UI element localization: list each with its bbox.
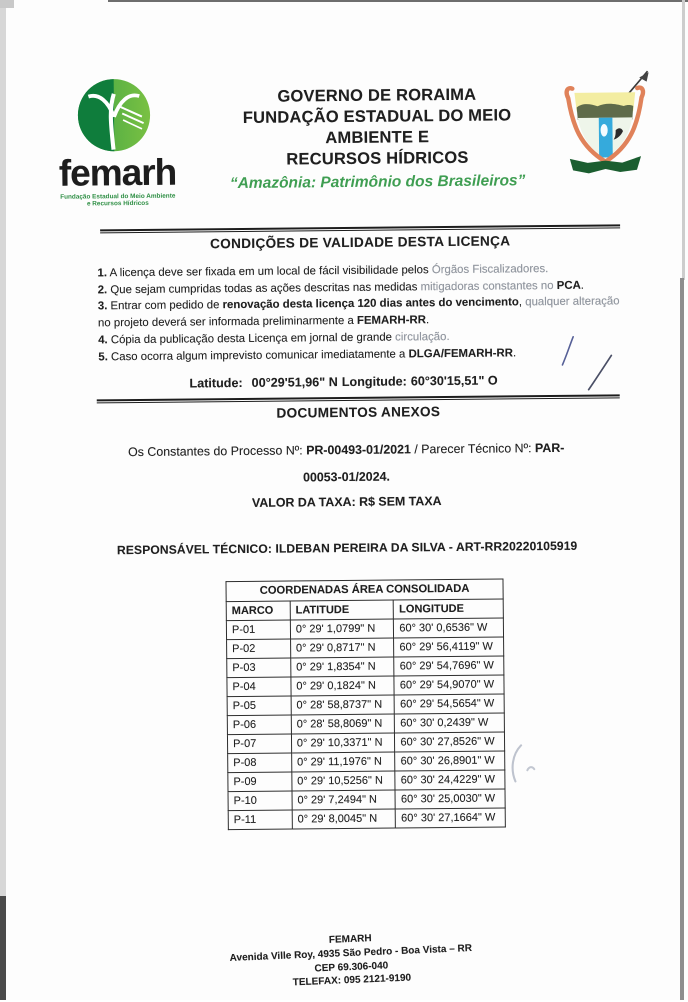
coordinates-table-body bbox=[226, 618, 505, 830]
latitude-cell: 0° 29' 10,5256" N bbox=[292, 771, 396, 791]
text-segment: Caso ocorra algum imprevisto comunicar imediatamente a bbox=[107, 348, 409, 364]
column-header-longitude: LONGITUDE bbox=[394, 599, 504, 619]
text-segment: / Parecer Técnico Nº: bbox=[410, 440, 536, 456]
marco-cell: P-11 bbox=[228, 810, 292, 830]
scan-edge-left-dark-mark bbox=[0, 896, 6, 1000]
marco-cell: P-02 bbox=[227, 639, 291, 659]
text-segment: mitigadoras constantes no bbox=[420, 279, 557, 293]
text-segment: . bbox=[512, 347, 517, 360]
double-rule-divider bbox=[97, 394, 620, 403]
fee-line: VALOR DA TAXA: R$ SEM TAXA bbox=[251, 493, 442, 510]
marco-cell: P-06 bbox=[227, 715, 291, 735]
motto-text: “Amazônia: Patrimônio dos Brasileiros” bbox=[229, 172, 526, 193]
column-header-latitude: LATITUDE bbox=[290, 600, 394, 620]
text-segment: DLGA/FEMARH-RR bbox=[408, 347, 513, 361]
column-header-marco: MARCO bbox=[226, 601, 290, 621]
text-segment: circulação. bbox=[395, 330, 450, 344]
coat-of-arms-block bbox=[557, 69, 662, 204]
footer-telefax: TELEFAX: 095 2121-9190 bbox=[292, 973, 412, 989]
longitude-cell: 60° 29' 54,5654" W bbox=[394, 694, 504, 714]
scan-edge-right-dark bbox=[680, 278, 684, 1000]
text-segment: PCA bbox=[556, 279, 581, 292]
text-segment: , bbox=[518, 296, 526, 309]
latitude-cell: 0° 28' 58,8737" N bbox=[291, 695, 395, 715]
org-title-block bbox=[197, 70, 558, 207]
text-segment: FEMARH-RR bbox=[356, 314, 426, 328]
femarh-tagline-line1: Fundação Estadual do Meio Ambiente bbox=[60, 192, 176, 201]
conditions-section-header bbox=[100, 224, 620, 252]
femarh-tagline bbox=[38, 192, 198, 208]
footer-cep: CEP 69.306-040 bbox=[314, 960, 389, 975]
text-segment: Entrar com pedido de bbox=[107, 299, 223, 313]
longitude-cell: 60° 30' 27,8526" W bbox=[395, 732, 505, 752]
text-segment: Que sejam cumpridas todas as ações descritas nas medidas bbox=[107, 280, 421, 296]
text-segment: . bbox=[425, 314, 430, 327]
conditions-section-title: CONDIÇÕES DE VALIDADE DESTA LICENÇA bbox=[210, 233, 511, 252]
femarh-logo-icon bbox=[73, 74, 156, 157]
longitude-value: 60°30'15,51" O bbox=[410, 373, 498, 388]
latitude-cell: 0° 29' 1,8354" N bbox=[291, 657, 395, 677]
femarh-tagline-line2: e Recursos Hídricos bbox=[86, 200, 149, 208]
org-title-line2: FUNDAÇÃO ESTADUAL DO MEIO AMBIENTE E bbox=[242, 106, 512, 148]
text-segment: Cópia da publicação desta Licença em jornal de grande bbox=[107, 331, 396, 347]
femarh-wordmark: femarh bbox=[58, 151, 177, 194]
longitude-cell: 60° 30' 0,2439" W bbox=[395, 713, 505, 733]
latitude-cell: 0° 29' 10,3371" N bbox=[291, 733, 395, 753]
table-title-row bbox=[226, 579, 503, 602]
latitude-cell: 0° 29' 0,8717" N bbox=[290, 638, 394, 658]
org-title-line1: GOVERNO DE RORAIMA bbox=[277, 85, 477, 106]
process-reference-lines bbox=[2, 433, 688, 494]
org-title-line3: RECURSOS HÍDRICOS bbox=[286, 148, 469, 169]
scan-edge-left bbox=[0, 0, 6, 1000]
longitude-cell: 60° 30' 24,4229" W bbox=[395, 770, 505, 790]
coordinates-table-head bbox=[226, 579, 503, 621]
latitude-label: Latitude: bbox=[189, 375, 243, 391]
longitude-cell: 60° 30' 0,6536" W bbox=[394, 618, 504, 638]
conditions-list bbox=[97, 260, 688, 366]
text-segment: PAR- bbox=[534, 440, 565, 455]
marco-cell: P-09 bbox=[228, 772, 292, 792]
marco-cell: P-10 bbox=[228, 791, 292, 811]
document-header bbox=[37, 69, 662, 209]
double-rule-divider bbox=[100, 224, 620, 233]
marco-cell: P-03 bbox=[227, 658, 291, 678]
pen-mark-icon bbox=[585, 352, 615, 392]
marco-cell: P-01 bbox=[226, 620, 290, 640]
text-segment: PR-00493-01/2021 bbox=[306, 441, 411, 457]
roraima-coat-of-arms-icon bbox=[557, 69, 654, 180]
scan-corner-mark bbox=[0, 0, 14, 8]
footer-address: Avenida Ville Roy, 4935 São Pedro - Boa Vista – RR bbox=[229, 942, 473, 964]
marco-cell: P-08 bbox=[228, 753, 292, 773]
longitude-cell: 60° 29' 54,9070" W bbox=[394, 675, 504, 695]
text-segment: renovação desta licença 120 dias antes do vencimento bbox=[222, 296, 519, 312]
latitude-cell: 0° 29' 1,0799" N bbox=[290, 619, 394, 639]
marco-cell: P-07 bbox=[227, 734, 291, 754]
text-segment: 4. bbox=[98, 334, 108, 347]
coordinates-table bbox=[225, 578, 505, 830]
text-segment: Órgãos Fiscalizadores. bbox=[431, 262, 549, 276]
scan-edge-top-line bbox=[108, 0, 688, 2]
table-title: COORDENADAS ÁREA CONSOLIDADA bbox=[226, 579, 503, 602]
longitude-cell: 60° 29' 56,4119" W bbox=[394, 637, 504, 657]
longitude-cell: 60° 30' 25,0030" W bbox=[395, 789, 505, 809]
condition-item bbox=[98, 293, 688, 332]
text-segment: . bbox=[580, 279, 585, 292]
scan-edge-right-light bbox=[682, 0, 685, 280]
text-segment: A licença deve ser fixada em um local de fácil visibilidade pelos bbox=[106, 263, 432, 280]
text-segment: Os Constantes do Processo Nº: bbox=[128, 442, 307, 459]
text-segment: 00053-01/2024. bbox=[303, 469, 390, 484]
marco-cell: P-05 bbox=[227, 696, 291, 716]
text-segment: 1. bbox=[97, 267, 108, 280]
text-segment: 5. bbox=[98, 351, 108, 364]
longitude-cell: 60° 30' 26,8901" W bbox=[395, 751, 505, 771]
text-segment: no projeto deverá ser informada preliminarmente a bbox=[97, 315, 358, 330]
documents-section-header bbox=[97, 394, 620, 422]
latitude-cell: 0° 29' 7,2494" N bbox=[292, 790, 396, 810]
text-segment: 2. bbox=[97, 283, 108, 296]
latitude-cell: 0° 28' 58,8069" N bbox=[291, 714, 395, 734]
longitude-cell: 60° 30' 27,1664" W bbox=[396, 808, 506, 828]
text-segment: qualquer alteração bbox=[525, 295, 620, 309]
pen-mark-icon bbox=[506, 739, 542, 789]
longitude-cell: 60° 29' 54,7696" W bbox=[394, 656, 504, 676]
latitude-cell: 0° 29' 11,1976" N bbox=[291, 752, 395, 772]
footer-org: FEMARH bbox=[328, 933, 372, 946]
latitude-cell: 0° 29' 0,1824" N bbox=[291, 676, 395, 696]
latitude-value: 00°29'51,96" N bbox=[251, 374, 338, 390]
responsible-technician-line: RESPONSÁVEL TÉCNICO: ILDEBAN PEREIRA DA SILVA - ART-RR20220105919 bbox=[116, 538, 578, 557]
marco-cell: P-04 bbox=[227, 677, 291, 697]
longitude-label: Longitude: bbox=[341, 373, 407, 389]
documents-section-title: DOCUMENTOS ANEXOS bbox=[276, 403, 441, 421]
latitude-cell: 0° 29' 8,0045" N bbox=[292, 809, 396, 829]
document-footer bbox=[6, 919, 688, 1002]
table-row bbox=[228, 808, 505, 830]
femarh-logo-block bbox=[37, 73, 198, 208]
text-segment: 3. bbox=[97, 300, 108, 313]
pen-mark-icon bbox=[557, 334, 577, 368]
